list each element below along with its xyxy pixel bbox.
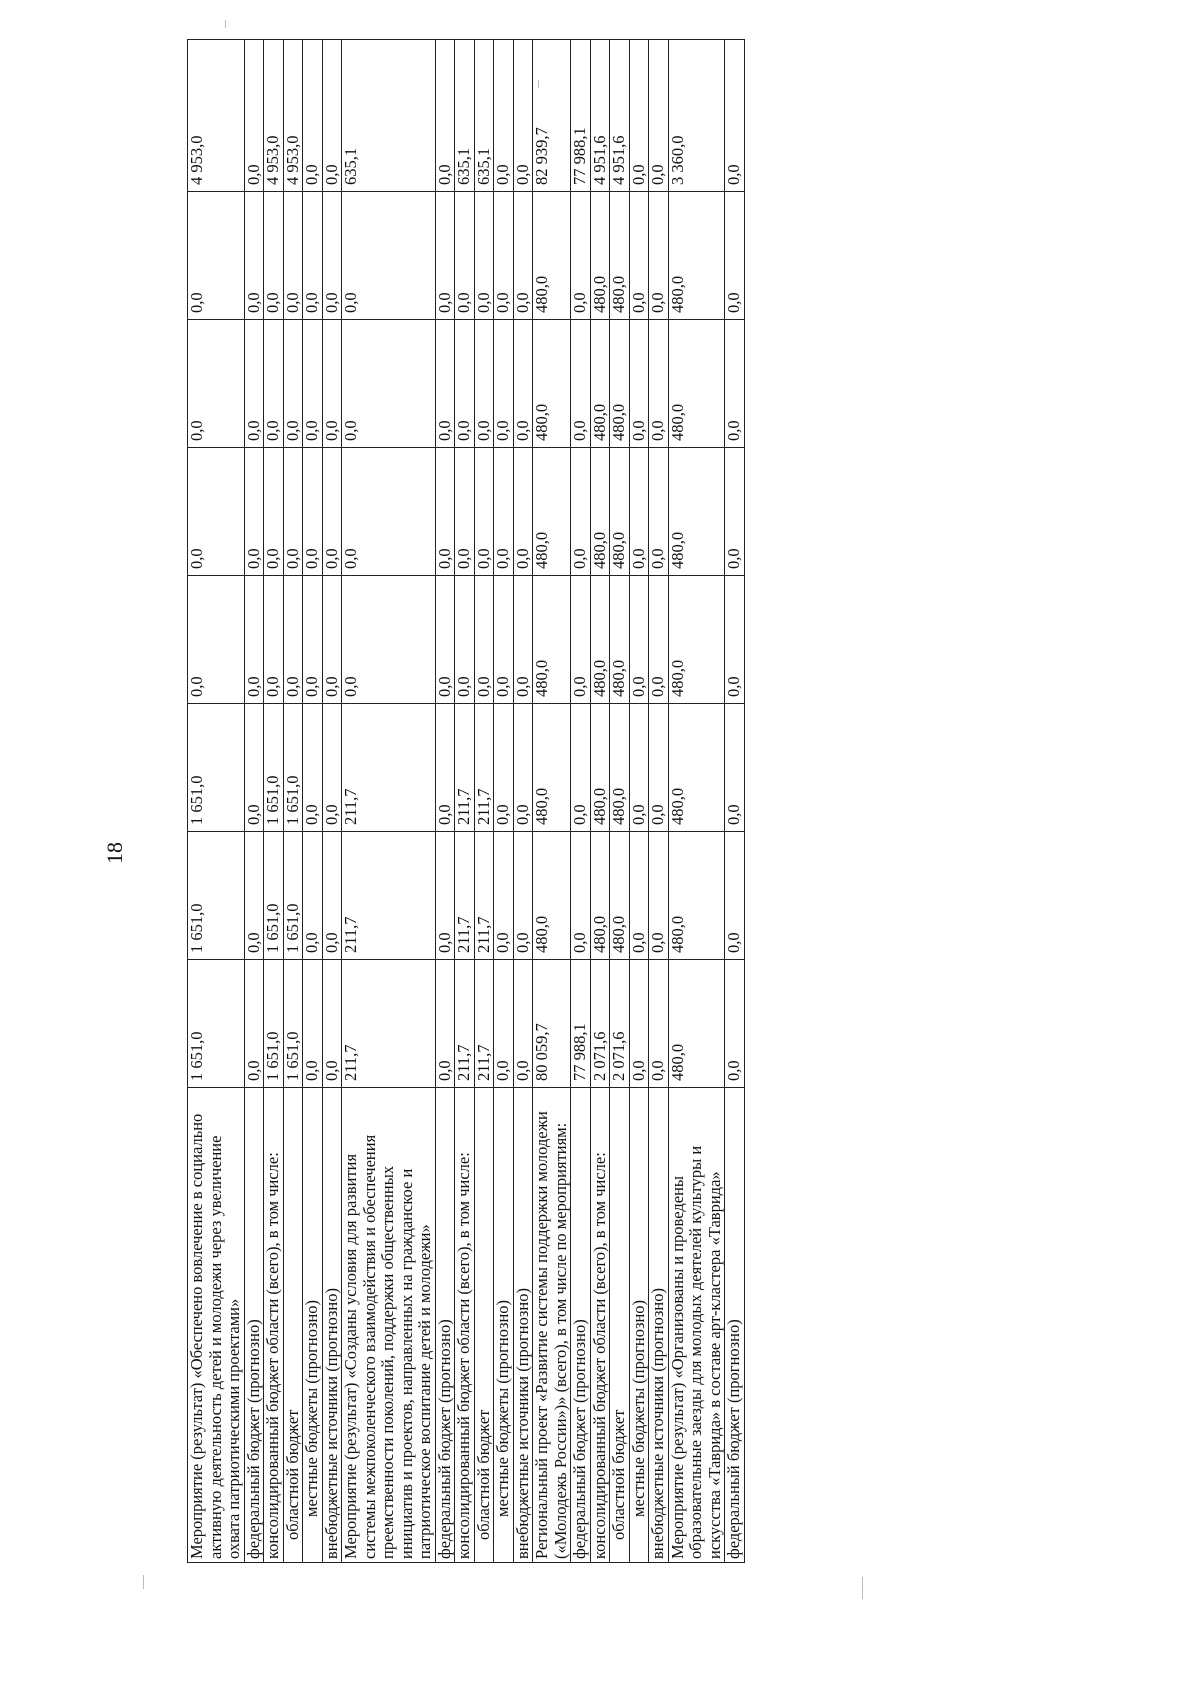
value-cell: 211,7: [455, 960, 475, 1088]
value-cell: 0,0: [435, 960, 455, 1088]
value-cell: 0,0: [725, 960, 745, 1088]
value-cell: 0,0: [725, 448, 745, 576]
value-cell: 4 953,0: [264, 40, 284, 192]
table-row: [590, 40, 610, 1563]
value-cell: 0,0: [322, 960, 342, 1088]
value-cell: 4 951,6: [590, 40, 610, 192]
scan-speck: [538, 80, 539, 88]
value-cell: 0,0: [513, 448, 533, 576]
value-cell: 0,0: [303, 704, 323, 832]
value-cell: 1 651,0: [188, 832, 245, 960]
value-cell: 0,0: [264, 576, 284, 704]
value-cell: 0,0: [629, 960, 649, 1088]
row-label: Мероприятие (результат) «Созданы условия для развития системы межпоколенческого взаимодействия и обеспечения преемственности поколений, поддержки общественных инициатив и проектов, направленных на гражданское и патриотическое воспитание детей и молодежи»: [342, 1088, 436, 1563]
value-cell: 0,0: [513, 832, 533, 960]
value-cell: 0,0: [303, 40, 323, 192]
value-cell: 0,0: [342, 192, 436, 320]
budget-table: [187, 39, 745, 1563]
value-cell: 0,0: [571, 704, 591, 832]
value-cell: 0,0: [342, 576, 436, 704]
row-label: областной бюджет: [283, 1088, 303, 1563]
scan-speck: [225, 20, 226, 28]
table-row: [571, 40, 591, 1563]
row-label: консолидированный бюджет области (всего), в том числе:: [590, 1088, 610, 1563]
value-cell: 4 953,0: [188, 40, 245, 192]
value-cell: 0,0: [571, 576, 591, 704]
value-cell: 1 651,0: [264, 704, 284, 832]
value-cell: 0,0: [494, 40, 514, 192]
value-cell: 0,0: [649, 960, 669, 1088]
value-cell: 0,0: [629, 704, 649, 832]
table-row: [283, 40, 303, 1563]
value-cell: 0,0: [435, 192, 455, 320]
value-cell: 0,0: [725, 40, 745, 192]
value-cell: 0,0: [649, 192, 669, 320]
value-cell: 0,0: [649, 576, 669, 704]
value-cell: 0,0: [322, 448, 342, 576]
value-cell: 1 651,0: [188, 704, 245, 832]
value-cell: 480,0: [590, 704, 610, 832]
value-cell: 0,0: [571, 448, 591, 576]
value-cell: 0,0: [725, 832, 745, 960]
table-row: [322, 40, 342, 1563]
value-cell: 0,0: [571, 192, 591, 320]
value-cell: 2 071,6: [590, 960, 610, 1088]
row-label: федеральный бюджет (прогнозно): [725, 1088, 745, 1563]
value-cell: 0,0: [303, 448, 323, 576]
value-cell: 0,0: [244, 192, 264, 320]
value-cell: 0,0: [435, 576, 455, 704]
value-cell: 480,0: [668, 832, 725, 960]
value-cell: 480,0: [668, 320, 725, 448]
value-cell: 0,0: [435, 320, 455, 448]
value-cell: 0,0: [244, 320, 264, 448]
value-cell: 77 988,1: [571, 960, 591, 1088]
value-cell: 0,0: [474, 320, 494, 448]
value-cell: 80 059,7: [533, 960, 571, 1088]
value-cell: 0,0: [188, 576, 245, 704]
table-row: [244, 40, 264, 1563]
value-cell: 0,0: [244, 40, 264, 192]
value-cell: 480,0: [590, 576, 610, 704]
value-cell: 2 071,6: [610, 960, 630, 1088]
row-label: Мероприятие (результат) «Обеспечено вовлечение в социально активную деятельность детей и молодежи через увеличение охвата патриотическими проектами»: [188, 1088, 245, 1563]
value-cell: 0,0: [725, 320, 745, 448]
value-cell: 0,0: [303, 576, 323, 704]
value-cell: 0,0: [649, 40, 669, 192]
value-cell: 0,0: [188, 448, 245, 576]
table-row: [494, 40, 514, 1563]
value-cell: 480,0: [668, 448, 725, 576]
value-cell: 211,7: [474, 832, 494, 960]
row-label: областной бюджет: [610, 1088, 630, 1563]
value-cell: 480,0: [590, 832, 610, 960]
row-label: местные бюджеты (прогнозно): [494, 1088, 514, 1563]
value-cell: 1 651,0: [264, 832, 284, 960]
value-cell: 635,1: [474, 40, 494, 192]
table-row: [474, 40, 494, 1563]
value-cell: 1 651,0: [283, 832, 303, 960]
value-cell: 0,0: [303, 320, 323, 448]
value-cell: 0,0: [513, 320, 533, 448]
row-label: внебюджетные источники (прогнозно): [513, 1088, 533, 1563]
value-cell: 0,0: [435, 832, 455, 960]
value-cell: 82 939,7: [533, 40, 571, 192]
value-cell: 480,0: [590, 192, 610, 320]
table-row: [668, 40, 725, 1563]
value-cell: 480,0: [610, 576, 630, 704]
value-cell: 1 651,0: [283, 704, 303, 832]
value-cell: 0,0: [322, 320, 342, 448]
value-cell: 0,0: [629, 320, 649, 448]
table-row: [513, 40, 533, 1563]
value-cell: 480,0: [668, 960, 725, 1088]
row-label: консолидированный бюджет области (всего), в том числе:: [264, 1088, 284, 1563]
value-cell: 1 651,0: [283, 960, 303, 1088]
value-cell: 211,7: [474, 960, 494, 1088]
value-cell: 480,0: [668, 192, 725, 320]
value-cell: 635,1: [455, 40, 475, 192]
value-cell: 0,0: [629, 40, 649, 192]
row-label: внебюджетные источники (прогнозно): [322, 1088, 342, 1563]
value-cell: 0,0: [649, 320, 669, 448]
value-cell: 0,0: [474, 576, 494, 704]
table-row: [725, 40, 745, 1563]
page-number: 18: [102, 842, 127, 864]
table-row: [303, 40, 323, 1563]
value-cell: 4 951,6: [610, 40, 630, 192]
value-cell: 480,0: [668, 704, 725, 832]
budget-table-body: [188, 40, 745, 1563]
table-row: [649, 40, 669, 1563]
row-label: областной бюджет: [474, 1088, 494, 1563]
value-cell: 0,0: [322, 192, 342, 320]
value-cell: 0,0: [494, 320, 514, 448]
table-row: [455, 40, 475, 1563]
value-cell: 480,0: [610, 320, 630, 448]
value-cell: 0,0: [513, 576, 533, 704]
value-cell: 0,0: [494, 832, 514, 960]
value-cell: 0,0: [455, 320, 475, 448]
value-cell: 0,0: [435, 40, 455, 192]
row-label: местные бюджеты (прогнозно): [303, 1088, 323, 1563]
value-cell: 480,0: [533, 192, 571, 320]
table-row: [342, 40, 436, 1563]
value-cell: 0,0: [629, 448, 649, 576]
value-cell: 211,7: [455, 704, 475, 832]
value-cell: 0,0: [455, 576, 475, 704]
value-cell: 4 953,0: [283, 40, 303, 192]
value-cell: 0,0: [264, 448, 284, 576]
table-row: [629, 40, 649, 1563]
value-cell: 0,0: [629, 832, 649, 960]
value-cell: 480,0: [533, 320, 571, 448]
value-cell: 0,0: [322, 832, 342, 960]
value-cell: 0,0: [188, 320, 245, 448]
table-row: [188, 40, 245, 1563]
value-cell: 0,0: [244, 960, 264, 1088]
value-cell: 0,0: [455, 448, 475, 576]
table-row: [533, 40, 571, 1563]
value-cell: 0,0: [571, 320, 591, 448]
value-cell: 480,0: [668, 576, 725, 704]
value-cell: 480,0: [533, 704, 571, 832]
value-cell: 480,0: [610, 448, 630, 576]
row-label: федеральный бюджет (прогнозно): [435, 1088, 455, 1563]
value-cell: 480,0: [610, 192, 630, 320]
value-cell: 0,0: [264, 192, 284, 320]
value-cell: 0,0: [283, 192, 303, 320]
value-cell: 0,0: [188, 192, 245, 320]
row-label: федеральный бюджет (прогнозно): [244, 1088, 264, 1563]
rotated-page-content: [187, 127, 1077, 1563]
value-cell: 1 651,0: [264, 960, 284, 1088]
value-cell: 480,0: [610, 832, 630, 960]
value-cell: 0,0: [629, 576, 649, 704]
value-cell: 0,0: [513, 40, 533, 192]
value-cell: 0,0: [322, 576, 342, 704]
value-cell: 0,0: [342, 320, 436, 448]
value-cell: 0,0: [264, 320, 284, 448]
row-label: местные бюджеты (прогнозно): [629, 1088, 649, 1563]
value-cell: 0,0: [283, 448, 303, 576]
table-row: [610, 40, 630, 1563]
value-cell: 0,0: [513, 960, 533, 1088]
value-cell: 0,0: [303, 192, 323, 320]
value-cell: 211,7: [455, 832, 475, 960]
value-cell: 0,0: [455, 192, 475, 320]
row-label: внебюджетные источники (прогнозно): [649, 1088, 669, 1563]
value-cell: 0,0: [435, 704, 455, 832]
value-cell: 211,7: [342, 832, 436, 960]
value-cell: 480,0: [590, 320, 610, 448]
value-cell: 0,0: [283, 320, 303, 448]
value-cell: 0,0: [435, 448, 455, 576]
value-cell: 0,0: [725, 192, 745, 320]
scan-speck: [862, 1577, 863, 1599]
row-label: Мероприятие (результат) «Организованы и проведены образовательные заезды для молодых деятелей культуры и искусства «Таврида» в составе арт-кластера «Таврида»: [668, 1088, 725, 1563]
value-cell: 0,0: [283, 576, 303, 704]
value-cell: 0,0: [322, 40, 342, 192]
value-cell: 0,0: [474, 192, 494, 320]
value-cell: 0,0: [571, 832, 591, 960]
value-cell: 0,0: [629, 192, 649, 320]
value-cell: 77 988,1: [571, 40, 591, 192]
value-cell: 480,0: [533, 448, 571, 576]
value-cell: 3 360,0: [668, 40, 725, 192]
value-cell: 635,1: [342, 40, 436, 192]
value-cell: 0,0: [725, 576, 745, 704]
value-cell: 480,0: [533, 576, 571, 704]
value-cell: 0,0: [649, 704, 669, 832]
row-label: Региональный проект «Развитие системы поддержки молодежи («Молодежь России»)» (всего), в том числе по мероприятиям:: [533, 1088, 571, 1563]
row-label: консолидированный бюджет области (всего), в том числе:: [455, 1088, 475, 1563]
value-cell: 211,7: [474, 704, 494, 832]
value-cell: 0,0: [244, 832, 264, 960]
value-cell: 211,7: [342, 704, 436, 832]
value-cell: 0,0: [244, 704, 264, 832]
value-cell: 0,0: [474, 448, 494, 576]
value-cell: 0,0: [494, 192, 514, 320]
value-cell: 0,0: [322, 704, 342, 832]
value-cell: 0,0: [649, 448, 669, 576]
value-cell: 0,0: [244, 576, 264, 704]
table-row: [264, 40, 284, 1563]
value-cell: 0,0: [494, 576, 514, 704]
value-cell: 0,0: [494, 704, 514, 832]
value-cell: 0,0: [303, 960, 323, 1088]
value-cell: 0,0: [649, 832, 669, 960]
value-cell: 1 651,0: [188, 960, 245, 1088]
value-cell: 0,0: [494, 960, 514, 1088]
row-label: федеральный бюджет (прогнозно): [571, 1088, 591, 1563]
value-cell: 211,7: [342, 960, 436, 1088]
value-cell: 480,0: [610, 704, 630, 832]
value-cell: 0,0: [303, 832, 323, 960]
value-cell: 0,0: [513, 192, 533, 320]
scan-speck: [143, 1575, 144, 1589]
value-cell: 0,0: [725, 704, 745, 832]
table-row: [435, 40, 455, 1563]
value-cell: 0,0: [494, 448, 514, 576]
value-cell: 0,0: [513, 704, 533, 832]
value-cell: 0,0: [244, 448, 264, 576]
value-cell: 480,0: [533, 832, 571, 960]
value-cell: 0,0: [342, 448, 436, 576]
value-cell: 480,0: [590, 448, 610, 576]
